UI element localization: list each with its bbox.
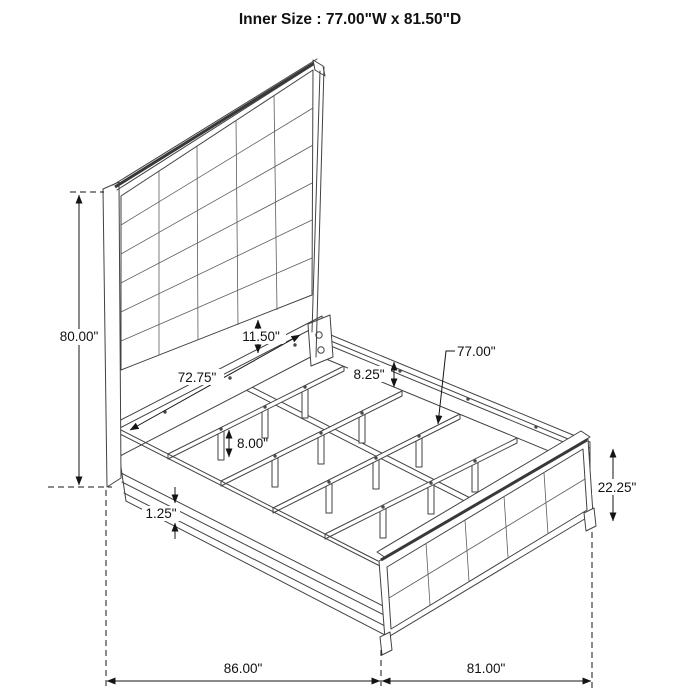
- dim-label-slat-leg-height: 8.00": [237, 436, 269, 451]
- dim-headboard-height: [48, 192, 112, 487]
- headboard-crown-notch: [313, 60, 325, 76]
- left-side-rail: [115, 427, 387, 636]
- dim-label-slat-width: 77.00": [457, 344, 496, 359]
- dim-label-side-rail-height: 8.25": [353, 367, 385, 382]
- page-title: Inner Size : 77.00"W x 81.50"D: [238, 11, 462, 28]
- dim-label-inner-rail-length: 72.75": [177, 370, 217, 385]
- dim-label-overall-width: 81.00": [466, 661, 506, 676]
- dim-label-base-trim: 1.25": [145, 506, 177, 521]
- dim-label-headboard-height: 80.00": [59, 329, 99, 344]
- footboard: [377, 431, 596, 655]
- headboard-bracket: [308, 315, 333, 366]
- dim-label-rail-clearance: 11.50": [242, 329, 280, 344]
- dim-label-overall-depth: 86.00": [223, 661, 263, 676]
- footboard-left-leg: [380, 632, 392, 655]
- dim-footboard-height: [592, 449, 642, 521]
- bed-frame-drawing: [103, 59, 596, 655]
- dim-label-footboard-height: 22.25": [597, 480, 637, 495]
